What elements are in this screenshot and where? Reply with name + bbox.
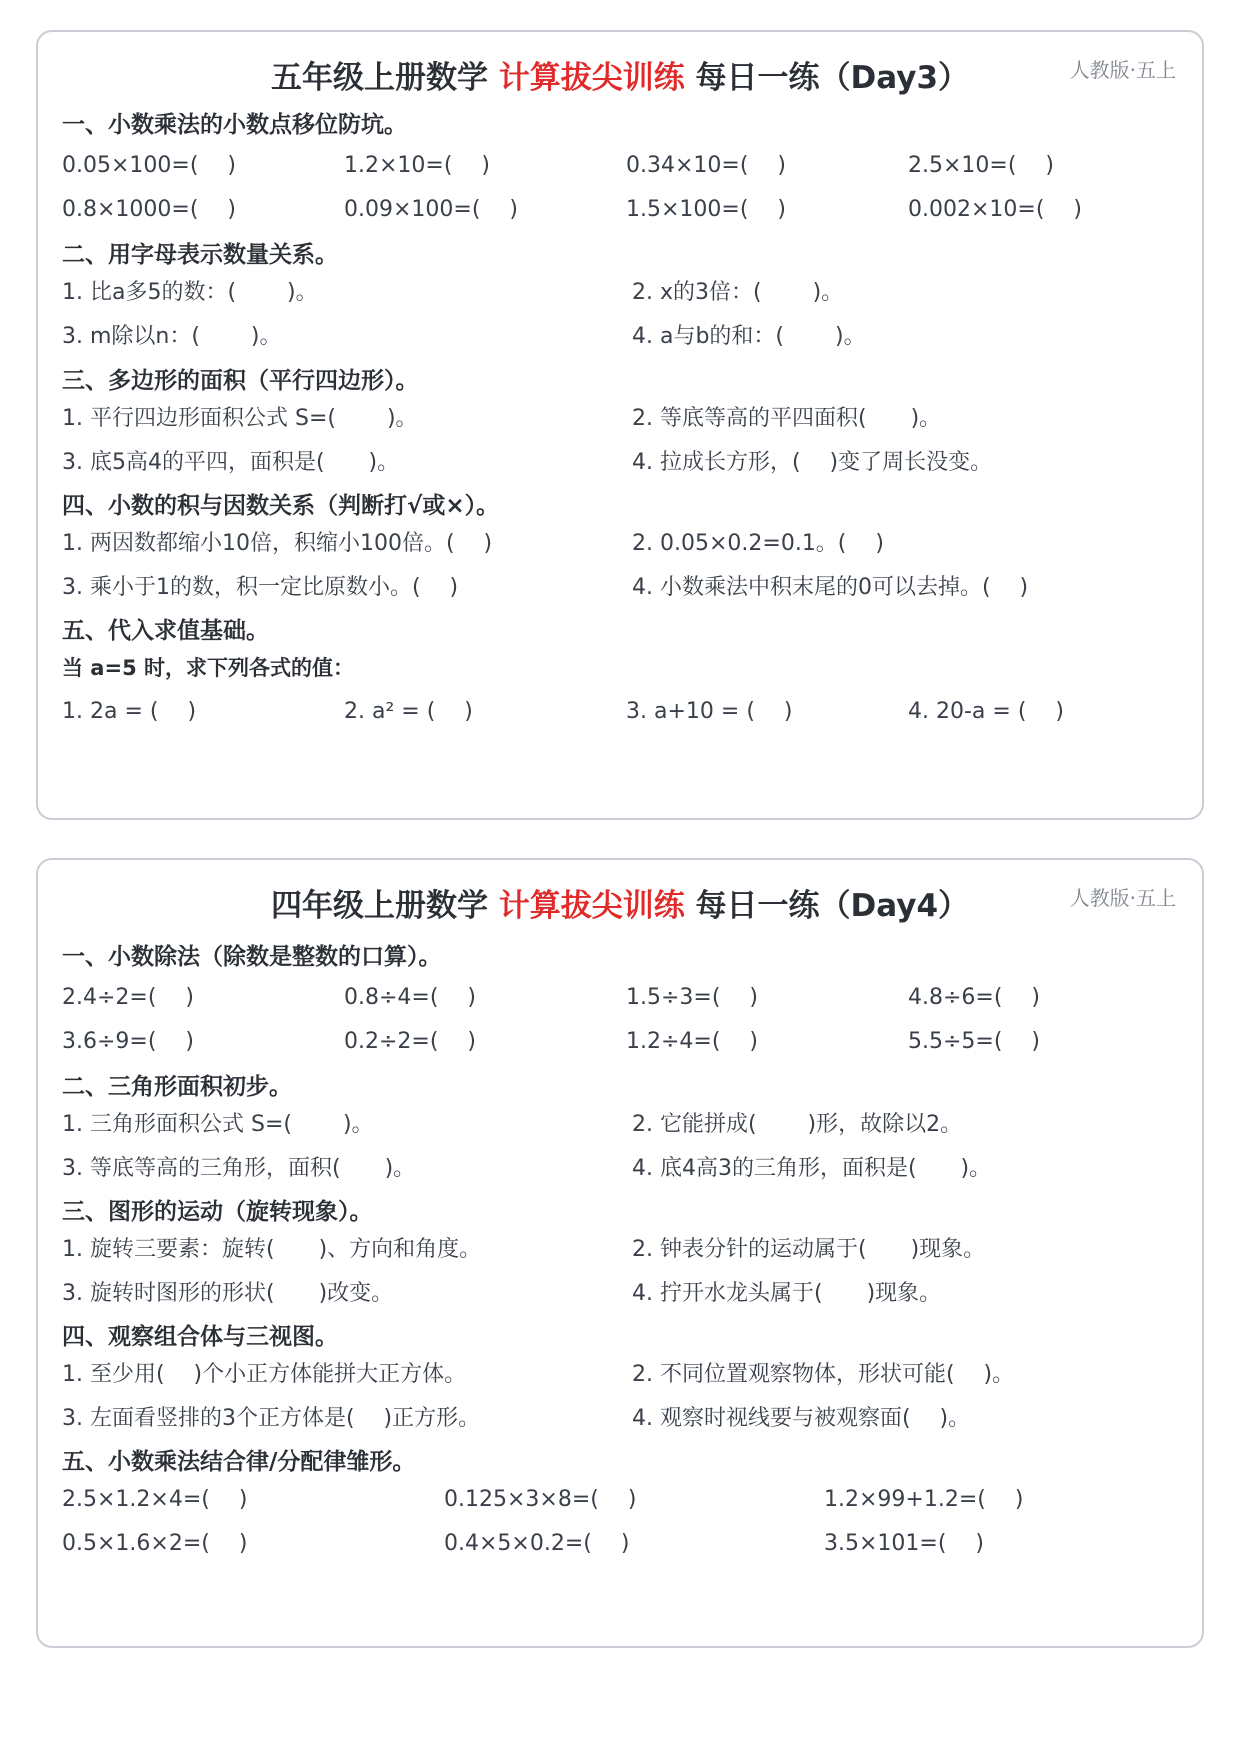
problem: 0.002×10=( ) — [908, 197, 1083, 222]
problem: 2. 0.05×0.2=0.1。( ) — [632, 531, 884, 556]
section-heading: 三、图形的运动（旋转现象）。 — [62, 1199, 373, 1225]
worksheet-title — [38, 52, 1202, 97]
problem: 2. 不同位置观察物体，形状可能( )。 — [632, 1362, 1015, 1387]
problem: 1. 旋转三要素：旋转( )、方向和角度。 — [62, 1237, 482, 1262]
problem: 2.4÷2=( ) — [62, 985, 195, 1010]
problem: 1. 两因数都缩小10倍，积缩小100倍。( ) — [62, 531, 493, 556]
title-suffix: 每日一练（Day3） — [695, 60, 970, 96]
section-subheading: 当 a=5 时，求下列各式的值： — [62, 656, 354, 680]
problem: 1.2×99+1.2=( ) — [824, 1487, 1024, 1512]
title-suffix: 每日一练（Day4） — [695, 888, 970, 924]
problem: 3. 旋转时图形的形状( )改变。 — [62, 1281, 394, 1306]
problem: 0.34×10=( ) — [626, 153, 787, 178]
problem: 1.5×100=( ) — [626, 197, 787, 222]
problem: 1. 比a多5的数：( )。 — [62, 280, 318, 305]
problem: 1. 2a = ( ) — [62, 699, 197, 724]
problem: 1.2÷4=( ) — [626, 1029, 759, 1054]
problem: 0.05×100=( ) — [62, 153, 237, 178]
problem: 0.8÷4=( ) — [344, 985, 477, 1010]
section-heading: 一、小数除法（除数是整数的口算）。 — [62, 944, 442, 970]
problem: 3. 左面看竖排的3个正方体是( )正方形。 — [62, 1406, 481, 1431]
problem: 0.5×1.6×2=( ) — [62, 1531, 248, 1556]
section-heading: 五、代入求值基础。 — [62, 618, 269, 644]
title-highlight: 计算拔尖训练 — [498, 60, 685, 96]
problem: 3. 底5高4的平四，面积是( )。 — [62, 450, 400, 475]
problem: 1.5÷3=( ) — [626, 985, 759, 1010]
problem: 3.6÷9=( ) — [62, 1029, 195, 1054]
problem: 0.2÷2=( ) — [344, 1029, 477, 1054]
problem: 1. 平行四边形面积公式 S=( )。 — [62, 406, 418, 431]
title-prefix: 五年级上册数学 — [270, 60, 488, 96]
problem: 2. 它能拼成( )形，故除以2。 — [632, 1112, 963, 1137]
worksheet-day4 — [36, 858, 1204, 1648]
problem: 4. 小数乘法中积末尾的0可以去掉。( ) — [632, 575, 1029, 600]
section-heading: 三、多边形的面积（平行四边形）。 — [62, 368, 419, 394]
problem: 1. 三角形面积公式 S=( )。 — [62, 1112, 374, 1137]
problem: 4. 拧开水龙头属于( )现象。 — [632, 1281, 942, 1306]
section-heading: 五、小数乘法结合律/分配律雏形。 — [62, 1449, 416, 1475]
problem: 4. 底4高3的三角形，面积是( )。 — [632, 1156, 992, 1181]
section-heading: 四、观察组合体与三视图。 — [62, 1324, 338, 1350]
problem: 0.09×100=( ) — [344, 197, 519, 222]
problem: 0.4×5×0.2=( ) — [444, 1531, 630, 1556]
problem: 3. a+10 = ( ) — [626, 699, 793, 724]
problem: 1.2×10=( ) — [344, 153, 491, 178]
problem: 4. 观察时视线要与被观察面( )。 — [632, 1406, 971, 1431]
edition-label: 人教版·五上 — [1069, 886, 1176, 910]
problem: 4. a与b的和：( )。 — [632, 324, 866, 349]
problem: 3. m除以n：( )。 — [62, 324, 282, 349]
problem: 5.5÷5=( ) — [908, 1029, 1041, 1054]
problem: 2. 等底等高的平四面积( )。 — [632, 406, 942, 431]
problem: 4.8÷6=( ) — [908, 985, 1041, 1010]
problem: 2. x的3倍：( )。 — [632, 280, 844, 305]
problem: 2. a² = ( ) — [344, 699, 473, 724]
section-heading: 二、用字母表示数量关系。 — [62, 242, 338, 268]
worksheet-day3 — [36, 30, 1204, 820]
problem: 2.5×1.2×4=( ) — [62, 1487, 248, 1512]
problem: 3. 乘小于1的数，积一定比原数小。( ) — [62, 575, 459, 600]
problem: 2. 钟表分针的运动属于( )现象。 — [632, 1237, 986, 1262]
worksheet-title — [38, 880, 1202, 925]
problem: 0.125×3×8=( ) — [444, 1487, 637, 1512]
problem: 3. 等底等高的三角形，面积( )。 — [62, 1156, 416, 1181]
title-prefix: 四年级上册数学 — [270, 888, 488, 924]
title-highlight: 计算拔尖训练 — [498, 888, 685, 924]
problem: 0.8×1000=( ) — [62, 197, 237, 222]
problem: 3.5×101=( ) — [824, 1531, 985, 1556]
section-heading: 一、小数乘法的小数点移位防坑。 — [62, 112, 407, 138]
problem: 4. 20-a = ( ) — [908, 699, 1064, 724]
problem: 4. 拉成长方形，( )变了周长没变。 — [632, 450, 993, 475]
edition-label: 人教版·五上 — [1069, 58, 1176, 82]
problem: 2.5×10=( ) — [908, 153, 1055, 178]
problem: 1. 至少用( )个小正方体能拼大正方体。 — [62, 1362, 467, 1387]
section-heading: 四、小数的积与因数关系（判断打√或×）。 — [62, 493, 500, 519]
section-heading: 二、三角形面积初步。 — [62, 1074, 292, 1100]
